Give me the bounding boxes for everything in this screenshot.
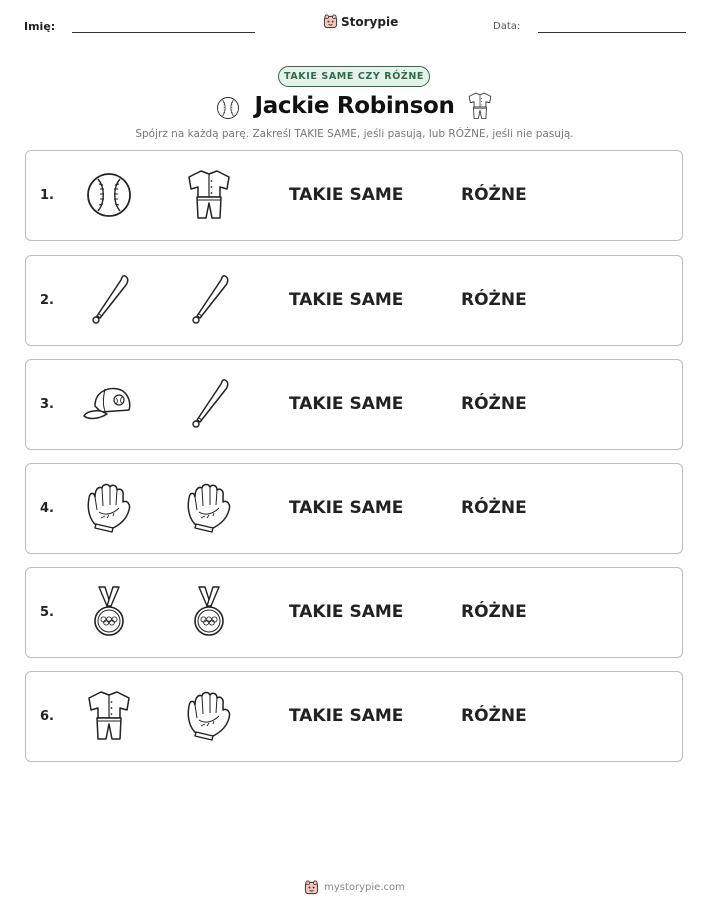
option-same[interactable]: TAKIE SAME [289, 185, 404, 205]
uniform-icon [183, 167, 235, 223]
row-number: 2. [40, 293, 54, 308]
date-line[interactable] [538, 32, 686, 33]
row-number: 3. [40, 397, 54, 412]
row-number: 4. [40, 501, 54, 516]
name-label: Imię: [24, 20, 56, 33]
medal-icon [83, 584, 135, 640]
option-different[interactable]: RÓŻNE [461, 185, 527, 205]
option-different[interactable]: RÓŻNE [461, 394, 527, 414]
footer [0, 880, 709, 895]
option-same[interactable]: TAKIE SAME [289, 394, 404, 414]
name-line[interactable] [72, 32, 255, 33]
pair-row-5 [25, 567, 683, 658]
bat-icon [183, 272, 235, 328]
baseball-icon [83, 167, 135, 223]
pair-row-3 [25, 359, 683, 450]
medal-icon [183, 584, 235, 640]
option-different[interactable]: RÓŻNE [461, 498, 527, 518]
pair-row-4 [25, 463, 683, 554]
page-title: Jackie Robinson [254, 93, 455, 119]
option-same[interactable]: TAKIE SAME [289, 602, 404, 622]
pair-row-6 [25, 671, 683, 762]
option-same[interactable]: TAKIE SAME [289, 290, 404, 310]
option-same[interactable]: TAKIE SAME [289, 706, 404, 726]
glove-icon [83, 480, 135, 536]
bat-icon [83, 272, 135, 328]
row-number: 5. [40, 605, 54, 620]
row-number: 1. [40, 188, 54, 203]
cap-icon [81, 376, 133, 432]
brand-name: Storypie [341, 14, 399, 29]
glove-icon [183, 480, 235, 536]
option-different[interactable]: RÓŻNE [461, 602, 527, 622]
option-different[interactable]: RÓŻNE [461, 706, 527, 726]
brand-logo [323, 14, 398, 29]
instructions: Spójrz na każdą parę. Zakreśl TAKIE SAME, jeśli pasują, lub RÓŻNE, jeśli nie pasują. [135, 128, 574, 140]
footer-url[interactable]: mystorypie.com [324, 882, 405, 893]
date-label: Data: [493, 21, 521, 32]
storypie-logo-icon [304, 880, 319, 895]
bat-icon [183, 376, 235, 432]
storypie-logo-icon [323, 14, 338, 29]
row-number: 6. [40, 709, 54, 724]
activity-badge: TAKIE SAME CZY RÓŻNE [278, 66, 430, 87]
glove-icon [183, 688, 235, 744]
pair-row-2 [25, 255, 683, 346]
uniform-icon [466, 90, 494, 122]
uniform-icon [83, 688, 135, 744]
option-same[interactable]: TAKIE SAME [289, 498, 404, 518]
pair-row-1 [25, 150, 683, 241]
option-different[interactable]: RÓŻNE [461, 290, 527, 310]
